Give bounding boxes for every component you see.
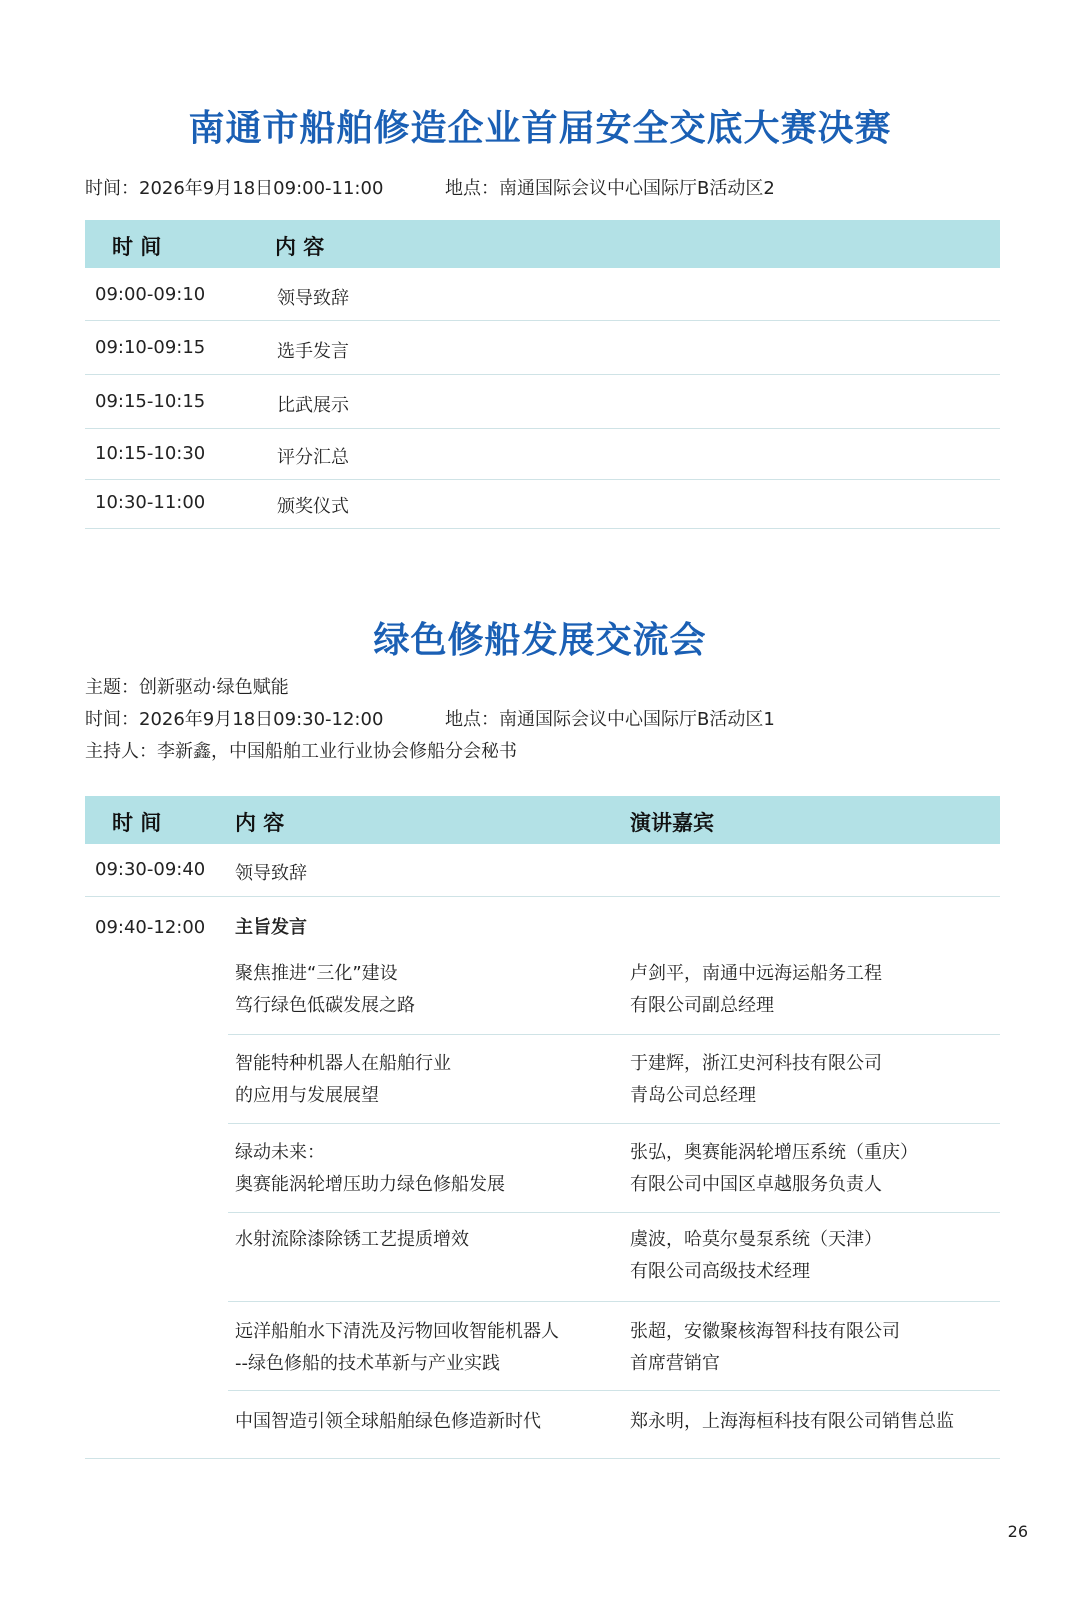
keynote-label: 主旨发言 [235,917,307,938]
talk-topic: 聚焦推进“三化”建设 [235,963,398,984]
talk-speaker: 有限公司副总经理 [630,995,774,1016]
keynote-time: 09:40-12:00 [95,917,206,938]
row-divider [228,1123,1000,1124]
table-row [85,480,1000,529]
section2-time: 时间：2026年9月18日09:30-12:00 [85,709,384,730]
talk-speaker: 郑永明，上海海桓科技有限公司销售总监 [630,1411,954,1432]
header-content: 内 容 [235,811,285,835]
talk-topic: 智能特种机器人在船舶行业 [235,1053,451,1074]
talk-speaker: 有限公司高级技术经理 [630,1261,810,1282]
row-time: 10:30-11:00 [95,492,206,513]
section1-location: 地点：南通国际会议中心国际厅B活动区2 [445,178,775,199]
row-content: 选手发言 [277,341,349,362]
header-time: 时 间 [112,235,162,259]
row-time: 10:15-10:30 [95,443,206,464]
row-content: 评分汇总 [277,447,349,468]
talk-speaker: 青岛公司总经理 [630,1085,756,1106]
row-time: 09:15-10:15 [95,391,206,412]
row-divider [228,1301,1000,1302]
table-row [85,268,1000,321]
talk-topic: 远洋船舶水下清洗及污物回收智能机器人 [235,1321,559,1342]
row-divider [228,1212,1000,1213]
talk-topic: 奥赛能涡轮增压助力绿色修船发展 [235,1174,505,1195]
table-row [85,321,1000,375]
talk-topic: 水射流除漆除锈工艺提质增效 [235,1229,469,1250]
talk-topic: 的应用与发展展望 [235,1085,379,1106]
row-time: 09:00-09:10 [95,284,206,305]
header-time: 时 间 [112,811,162,835]
page-number: 26 [1007,1522,1028,1541]
talk-topic: 笃行绿色低碳发展之路 [235,995,415,1016]
section2-host: 主持人：李新鑫，中国船舶工业行业协会修船分会秘书 [85,741,517,762]
section2-schedule-table [85,796,1000,897]
row-divider [228,1034,1000,1035]
section2-location: 地点：南通国际会议中心国际厅B活动区1 [445,709,775,730]
talk-speaker: 张弘，奥赛能涡轮增压系统（重庆） [630,1142,918,1163]
talk-speaker: 虞波，哈莫尔曼泵系统（天津） [630,1229,882,1250]
talk-speaker: 首席营销官 [630,1353,720,1374]
section1-time: 时间：2026年9月18日09:00-11:00 [85,178,384,199]
talk-topic: --绿色修船的技术革新与产业实践 [235,1353,500,1374]
row-content: 领导致辞 [277,288,349,309]
section1-title: 南通市船舶修造企业首届安全交底大赛决赛 [188,107,892,149]
talk-topic: 绿动未来： [235,1142,325,1163]
section1-schedule-table [85,220,1000,529]
row-content: 比武展示 [277,395,349,416]
row-content: 颁奖仪式 [277,496,349,517]
section2-meta [85,705,775,731]
section1-meta [85,174,775,200]
table-row [85,844,1000,897]
row-time: 09:10-09:15 [95,337,206,358]
table-row [85,429,1000,480]
talk-speaker: 有限公司中国区卓越服务负责人 [630,1174,882,1195]
header-speaker: 演讲嘉宾 [630,811,714,835]
table-bottom-divider [85,1458,1000,1459]
table-header [85,220,1000,268]
row-content: 领导致辞 [235,863,307,884]
talk-speaker: 卢剑平，南通中远海运船务工程 [630,963,882,984]
section2-title: 绿色修船发展交流会 [373,619,707,661]
table-row [85,375,1000,429]
table-header [85,796,1000,844]
row-divider [228,1390,1000,1391]
row-time: 09:30-09:40 [95,859,206,880]
header-content: 内 容 [275,235,325,259]
talk-speaker: 张超，安徽聚核海智科技有限公司 [630,1321,900,1342]
talk-speaker: 于建辉，浙江史河科技有限公司 [630,1053,882,1074]
talk-topic: 中国智造引领全球船舶绿色修造新时代 [235,1411,541,1432]
section2-theme: 主题：创新驱动·绿色赋能 [85,677,289,698]
